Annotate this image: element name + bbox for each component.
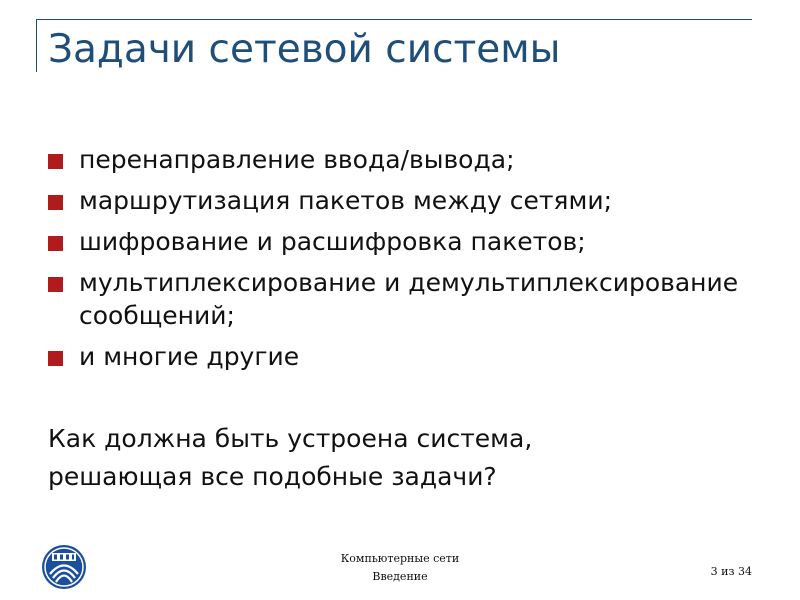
closing-question xyxy=(48,420,748,496)
footer-course: Компьютерные сети xyxy=(340,552,460,565)
bullet-marker xyxy=(48,351,63,366)
footer-lecture: Введение xyxy=(372,570,428,583)
bullet-text: перенаправление ввода/вывода; xyxy=(79,145,515,174)
page-number: 3 из 34 xyxy=(710,565,752,578)
title-left-rule xyxy=(36,19,37,72)
bullet-item xyxy=(48,143,748,176)
question-line: решающая все подобные задачи? xyxy=(48,462,497,491)
slide-title: Задачи сетевой системы xyxy=(48,27,561,72)
bullet-marker xyxy=(48,277,63,292)
bullet-text: мультиплексирование и демультиплексирование сообщений; xyxy=(79,268,739,330)
university-logo-icon xyxy=(41,544,87,590)
title-top-rule xyxy=(36,19,752,20)
bullet-item xyxy=(48,340,748,373)
bullet-item xyxy=(48,184,748,217)
bullet-text: и многие другие xyxy=(79,342,300,371)
bullet-marker xyxy=(48,236,63,251)
bullet-marker xyxy=(48,154,63,169)
bullet-text: шифрование и расшифровка пакетов; xyxy=(79,227,586,256)
bullet-text: маршрутизация пакетов между сетями; xyxy=(79,186,612,215)
question-line: Как должна быть устроена система, xyxy=(48,424,533,453)
bullet-list xyxy=(48,143,748,381)
bullet-marker xyxy=(48,195,63,210)
bullet-item xyxy=(48,266,748,332)
bullet-item xyxy=(48,225,748,258)
